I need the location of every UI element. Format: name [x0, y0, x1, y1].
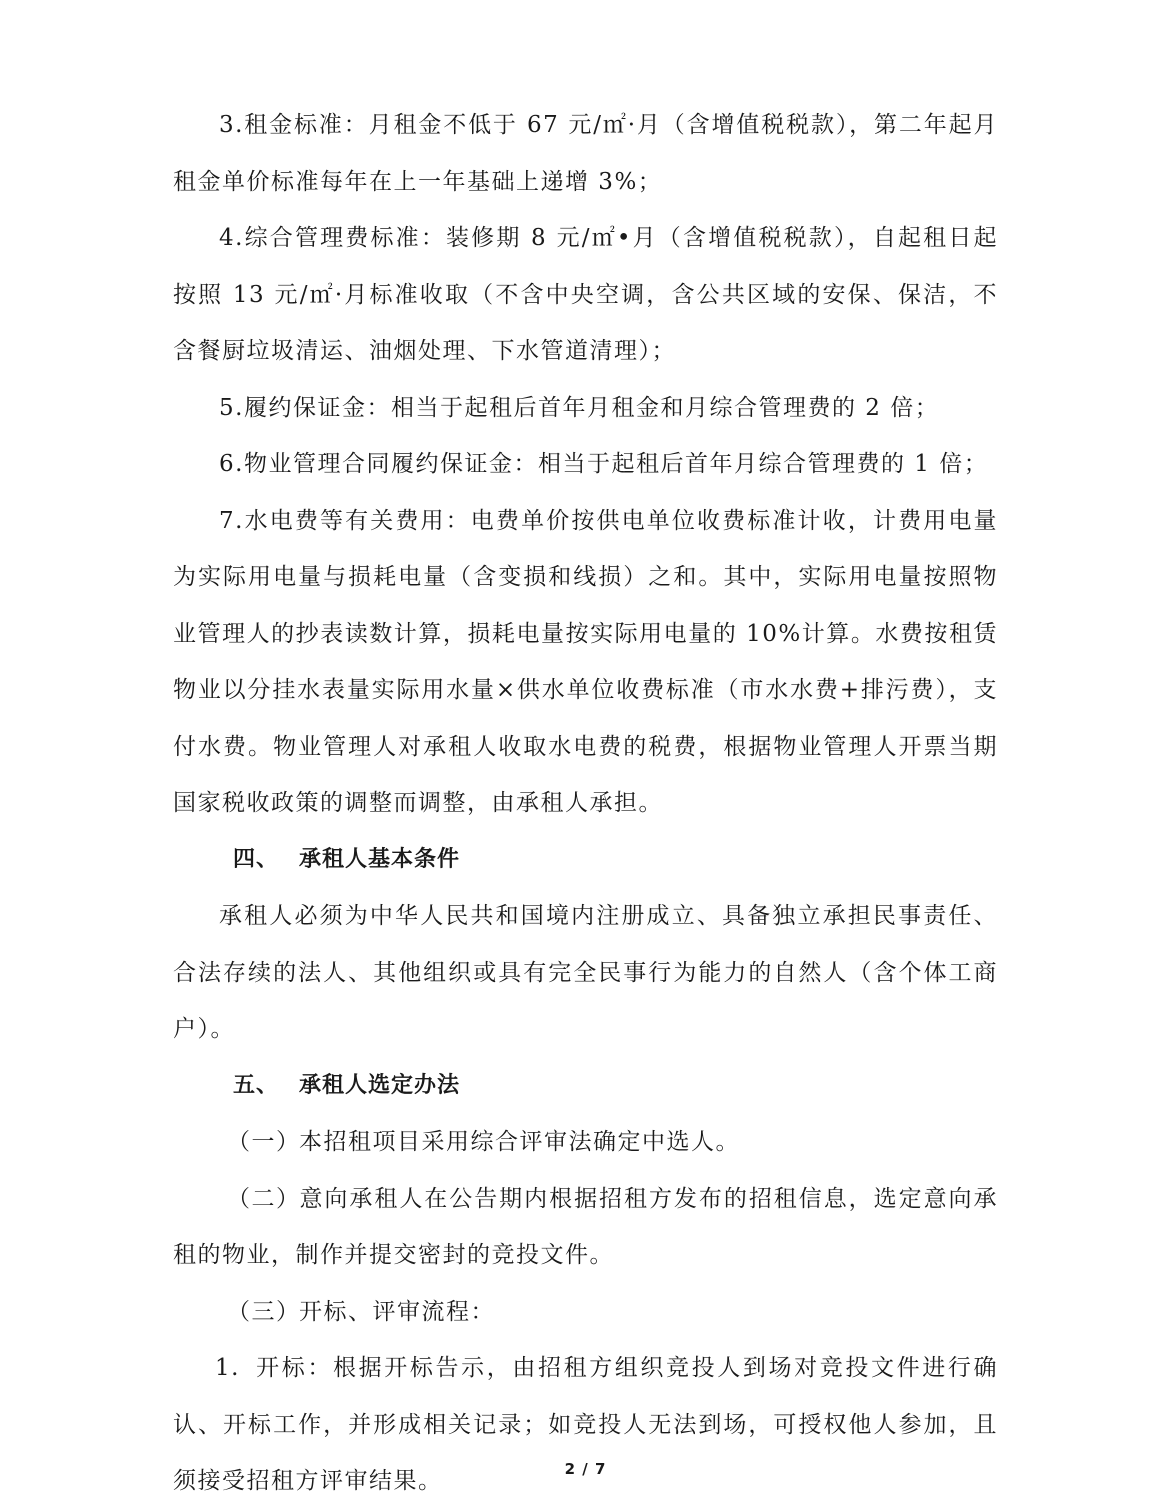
step-1-text: 开标：根据开标告示，由招租方组织竞投人到场对竞投文件进行确认、开标工作，并形成相关记录；如竞投人无法到场，可授权他人参加，且须接受招租方评审结果。 — [173, 1355, 998, 1494]
section-5-heading — [173, 1058, 998, 1115]
section-4-number: 四、 — [233, 846, 280, 872]
step-1-number: 1. — [215, 1355, 240, 1381]
document-body — [173, 97, 998, 1510]
section-5-title: 承租人选定办法 — [299, 1072, 461, 1098]
item-2-number: （二） — [227, 1185, 301, 1212]
page-number: 2 / 7 — [564, 1460, 607, 1478]
performance-bond-paragraph: 5.履约保证金：相当于起租后首年月租金和月综合管理费的 2 倍； — [219, 394, 940, 421]
section-5-number: 五、 — [233, 1072, 280, 1098]
section-4-title: 承租人基本条件 — [299, 846, 461, 872]
section-5-item-3 — [173, 1284, 998, 1341]
section-5-item-2 — [173, 1171, 998, 1284]
utility-fees-paragraph: 7.水电费等有关费用：电费单价按供电单位收费标准计收，计费用电量为实际用电量与损耗电量（含变损和线损）之和。其中，实际用电量按照物业管理人的抄表读数计算，损耗电量按实际用电量的 10%计算。水费按租赁物业以分挂水表量实际用水量×供水单位收费标准（市水水费+排污费），支付水费。物业管理人对承租人收取水电费的税费，根据物业管理人开票当期国家税收政策的调整而调整，由承租人承担。 — [173, 507, 998, 816]
item-1-number: （一） — [227, 1129, 301, 1155]
property-contract-bond-paragraph: 6.物业管理合同履约保证金：相当于起租后首年月综合管理费的 1 倍； — [219, 451, 989, 477]
rent-standard-paragraph: 3.租金标准：月租金不低于 67 元/㎡·月（含增值税税款），第二年起月租金单价标准每年在上一年基础上递增 3%； — [173, 112, 998, 195]
management-fee-paragraph: 4.综合管理费标准：装修期 8 元/㎡•月（含增值税税款），自起租日起按照 13 元/㎡·月标准收取（不含中央空调，含公共区域的安保、保洁，不含餐厨垃圾清运、油烟处理、下水管道清理）； — [173, 225, 998, 364]
item-3-number: （三） — [227, 1298, 301, 1325]
bid-opening-step — [173, 1340, 998, 1510]
section-4-heading — [173, 832, 998, 889]
item-1-text: 本招租项目采用综合评审法确定中选人。 — [299, 1129, 740, 1155]
section-5-item-1 — [173, 1114, 998, 1171]
item-3-text: 开标、评审流程： — [299, 1298, 495, 1325]
section-4-body: 承租人必须为中华人民共和国境内注册成立、具备独立承担民事责任、合法存续的法人、其他组织或具有完全民事行为能力的自然人（含个体工商户）。 — [173, 903, 998, 1042]
item-2-text: 意向承租人在公告期内根据招租方发布的招租信息，选定意向承租的物业，制作并提交密封的竞投文件。 — [173, 1185, 998, 1268]
